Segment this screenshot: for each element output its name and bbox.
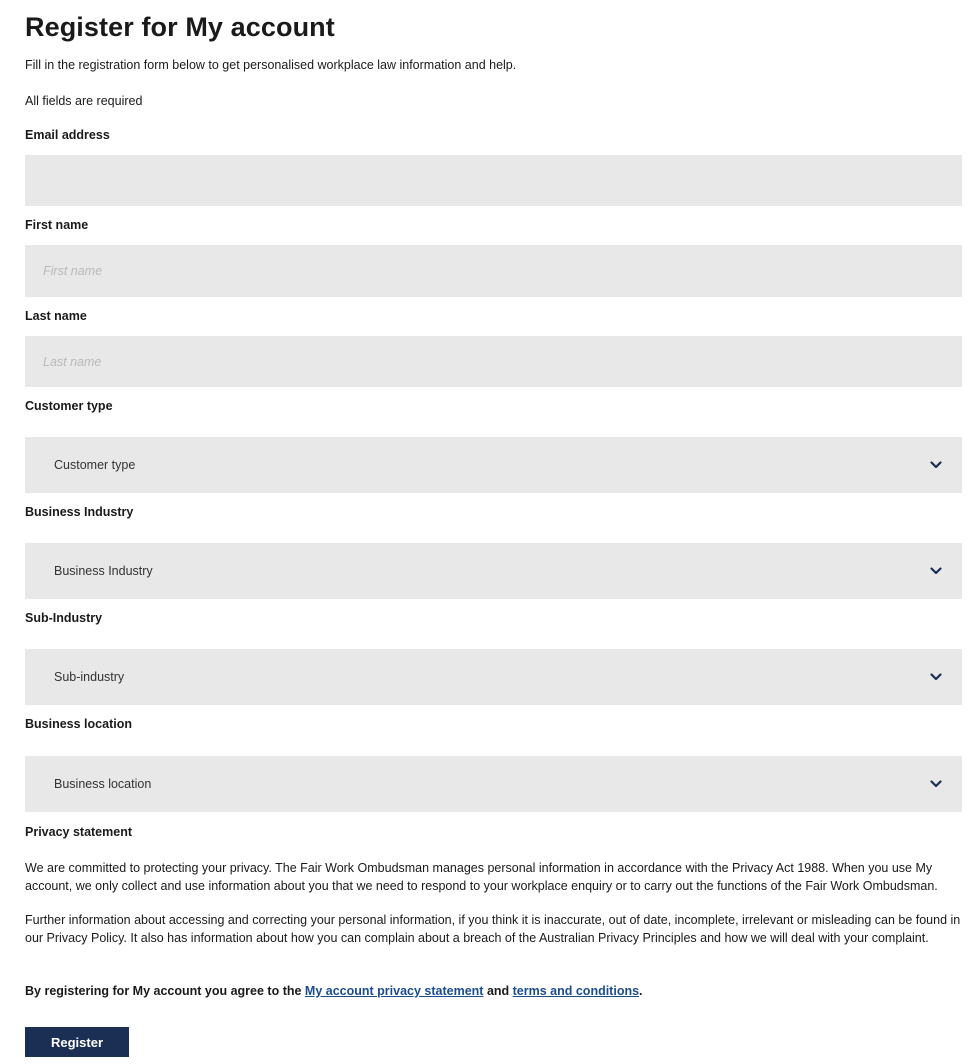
register-button[interactable]: Register [25, 1027, 129, 1057]
business-industry-select[interactable] [25, 543, 962, 599]
sub-industry-label: Sub-Industry [25, 611, 103, 625]
privacy-paragraph-2: Further information about accessing and correcting your personal information, if you think it is inaccurate, out of date, incomplete, irrelevant or misleading can be found in our Privacy Policy. It also has information about how you can complain about a breach of the Australian Privacy Principles and how we will deal with your complaint. [25, 913, 961, 945]
sub-industry-value: Sub-industry [54, 670, 125, 684]
business-location-select[interactable] [25, 756, 962, 812]
agreement-text [25, 984, 643, 998]
last-name-input[interactable] [25, 336, 962, 387]
agreement-suffix: . [639, 984, 643, 998]
last-name-label: Last name [25, 309, 87, 323]
intro-text: Fill in the registration form below to get personalised workplace law information and help. [25, 58, 517, 72]
terms-and-conditions-link[interactable]: terms and conditions [512, 984, 640, 998]
business-location-value: Business location [54, 777, 152, 791]
agreement-middle: and [483, 984, 513, 998]
chevron-down-icon [930, 461, 942, 469]
required-note: All fields are required [25, 94, 143, 108]
business-industry-label: Business Industry [25, 505, 134, 519]
chevron-down-icon [930, 780, 942, 788]
privacy-paragraph-1: We are committed to protecting your privacy. The Fair Work Ombudsman manages personal information in accordance with the Privacy Act 1988. When you use My account, we only collect and use information about you that we need to respond to your workplace enquiry or to carry out the functions of the Fair Work Ombudsman. [25, 861, 938, 893]
first-name-input[interactable] [25, 245, 962, 297]
privacy-statement-link[interactable]: My account privacy statement [304, 984, 484, 998]
chevron-down-icon [930, 567, 942, 575]
agreement-prefix: By registering for My account you agree to the [25, 984, 305, 998]
page-title: Register for My account [25, 12, 335, 42]
sub-industry-select[interactable] [25, 649, 962, 705]
chevron-down-icon [930, 673, 942, 681]
first-name-label: First name [25, 218, 89, 232]
customer-type-label: Customer type [25, 399, 113, 413]
email-input[interactable] [25, 155, 962, 206]
customer-type-select[interactable] [25, 437, 962, 493]
email-label: Email address [25, 128, 110, 142]
privacy-statement-title: Privacy statement [25, 825, 133, 839]
business-location-label: Business location [25, 717, 132, 731]
customer-type-value: Customer type [54, 458, 136, 472]
business-industry-value: Business Industry [54, 564, 153, 578]
